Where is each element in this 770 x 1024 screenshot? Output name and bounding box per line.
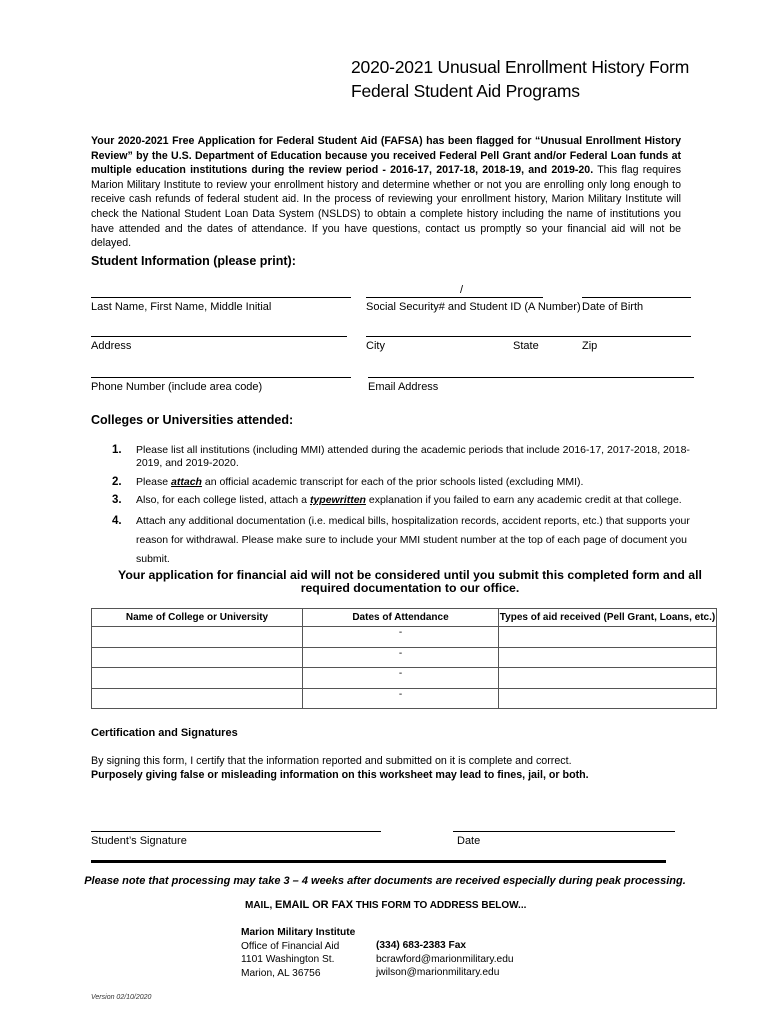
list-emphasis-attach: attach <box>171 476 202 488</box>
phone-line[interactable] <box>91 377 351 378</box>
city-state-zip-line[interactable] <box>366 336 691 337</box>
list-number: 1. <box>112 444 122 456</box>
phone-label: Phone Number (include area code) <box>91 381 263 393</box>
email-line[interactable] <box>368 377 694 378</box>
certification-heading: Certification and Signatures <box>91 727 238 739</box>
processing-note: Please note that processing may take 3 – 4 weeks after documents are received especially during peak processing. <box>84 875 686 887</box>
list-item <box>112 476 697 489</box>
dob-label: Date of Birth <box>582 301 644 313</box>
signature-label: Student’s Signature <box>91 835 187 847</box>
office-name: Office of Financial Aid <box>241 940 340 952</box>
state-label: State <box>513 340 539 352</box>
column-header-dates: Dates of Attendance <box>303 609 499 627</box>
cell-dates[interactable]: - <box>303 688 499 709</box>
fax-number: (334) 683-2383 Fax <box>376 940 467 951</box>
cell-aid[interactable] <box>499 647 717 668</box>
street-address: 1101 Washington St. <box>241 954 335 965</box>
table-row <box>92 668 717 689</box>
divider <box>91 860 666 863</box>
colleges-table <box>91 608 717 709</box>
student-info-heading: Student Information (please print): <box>91 254 296 268</box>
cell-dates[interactable]: - <box>303 668 499 689</box>
certification-statement: By signing this form, I certify that the information reported and submitted on it is complete and correct. <box>91 755 572 767</box>
list-text: Please list all institutions (including MMI) attended during the academic periods that include 2016-17, 2017-2018, 2018-2019, and 2019-2020. <box>136 444 690 469</box>
list-number: 4. <box>112 515 122 527</box>
ssn-label: Social Security# and Student ID (A Number) <box>366 301 581 313</box>
table-row <box>92 688 717 709</box>
contact-email-1[interactable]: bcrawford@marionmilitary.edu <box>376 953 514 965</box>
title-line-2: Federal Student Aid Programs <box>351 81 580 101</box>
cell-college-name[interactable] <box>92 688 303 709</box>
certification-text <box>91 754 589 782</box>
intro-bold: Your 2020-2021 Free Application for Federal Student Aid (FAFSA) has been flagged for “Unusual Enrollment History Review” by the U.S. Department of Education because you received Federal Pell Grant and/or Federal Loan funds at multiple education institutions during the review period - 2016-17, 2017-18, 2018-19, and 2019-20. <box>91 135 681 177</box>
certification-warning: Purposely giving false or misleading information on this worksheet may lead to fines, jail, or both. <box>91 769 589 781</box>
dob-line[interactable] <box>582 297 691 298</box>
list-emphasis-typewritten: typewritten <box>309 494 366 506</box>
list-number: 3. <box>112 494 122 506</box>
email-label: Email Address <box>368 381 439 393</box>
table-header-row <box>92 609 717 627</box>
intro-normal: This flag requires Marion Military Institute to review your enrollment history and determine whether or not you are enrolling only long enough to receive cash refunds of federal student aid. In the process of reviewing your enrollment history, Marion Military Institute will check the National Student Loan Data System (NSLDS) to obtain a complete history including the name of institutions you have attended and the dates of attendance. If you have questions, contact us promptly so your financial aid will not be delayed. <box>91 164 681 250</box>
list-number: 2. <box>112 476 122 488</box>
institution-name: Marion Military Institute <box>241 927 356 938</box>
city-label: City <box>366 340 385 352</box>
column-header-aid: Types of aid received (Pell Grant, Loans, etc.) <box>499 609 717 627</box>
list-text-pre: Please <box>136 476 172 488</box>
cell-college-name[interactable] <box>92 627 303 648</box>
cell-dates[interactable]: - <box>303 627 499 648</box>
zip-label: Zip <box>582 340 598 352</box>
ssn-line[interactable] <box>366 297 543 298</box>
instructions-list <box>112 444 697 569</box>
table-row <box>92 647 717 668</box>
mail-suffix: THIS FORM TO ADDRESS BELOW... <box>353 900 527 911</box>
contact-email-2[interactable]: jwilson@marionmilitary.edu <box>376 967 500 978</box>
cell-aid[interactable] <box>499 668 717 689</box>
signature-line[interactable] <box>91 831 381 832</box>
mailing-address <box>241 926 355 980</box>
address-line[interactable] <box>91 336 347 337</box>
list-text: Attach any additional documentation (i.e. medical bills, hospitalization records, accident reports, etc.) that supports your reason for withdrawal. Please make sure to include your MMI student number at the top of each page of document you submit. <box>136 515 690 565</box>
form-title <box>351 55 689 103</box>
cell-dates[interactable]: - <box>303 647 499 668</box>
date-label: Date <box>457 835 481 847</box>
cell-aid[interactable] <box>499 688 717 709</box>
city-state-zip: Marion, AL 36756 <box>241 967 321 979</box>
address-label: Address <box>91 340 132 352</box>
title-line-1: 2020-2021 Unusual Enrollment History Form <box>351 57 690 77</box>
contact-info <box>376 939 514 980</box>
intro-paragraph <box>91 134 681 251</box>
table-row <box>92 627 717 648</box>
mail-instruction <box>245 899 526 911</box>
cell-college-name[interactable] <box>92 668 303 689</box>
cell-college-name[interactable] <box>92 647 303 668</box>
name-label: Last Name, First Name, Middle Initial <box>91 301 272 313</box>
version-label: Version 02/10/2020 <box>91 994 152 1001</box>
mail-email-fax: EMAIL OR FAX <box>275 899 354 911</box>
mail-prefix: MAIL, <box>245 900 275 911</box>
column-header-name: Name of College or University <box>92 609 303 627</box>
name-line[interactable] <box>91 297 351 298</box>
ssn-slash: / <box>460 284 464 296</box>
list-text-post: explanation if you failed to earn any academic credit at that college. <box>365 494 682 506</box>
list-item <box>112 512 697 569</box>
warning-text: Your application for financial aid will not be considered until you submit this completed form and all required documentation to our office. <box>118 568 702 595</box>
list-text-post: an official academic transcript for each of the prior schools listed (excluding MMI). <box>201 476 584 488</box>
list-item <box>112 494 697 507</box>
cell-aid[interactable] <box>499 627 717 648</box>
colleges-heading: Colleges or Universities attended: <box>91 413 294 427</box>
list-text-pre: Also, for each college listed, attach a <box>136 494 310 506</box>
list-item <box>112 444 697 470</box>
date-line[interactable] <box>453 831 675 832</box>
